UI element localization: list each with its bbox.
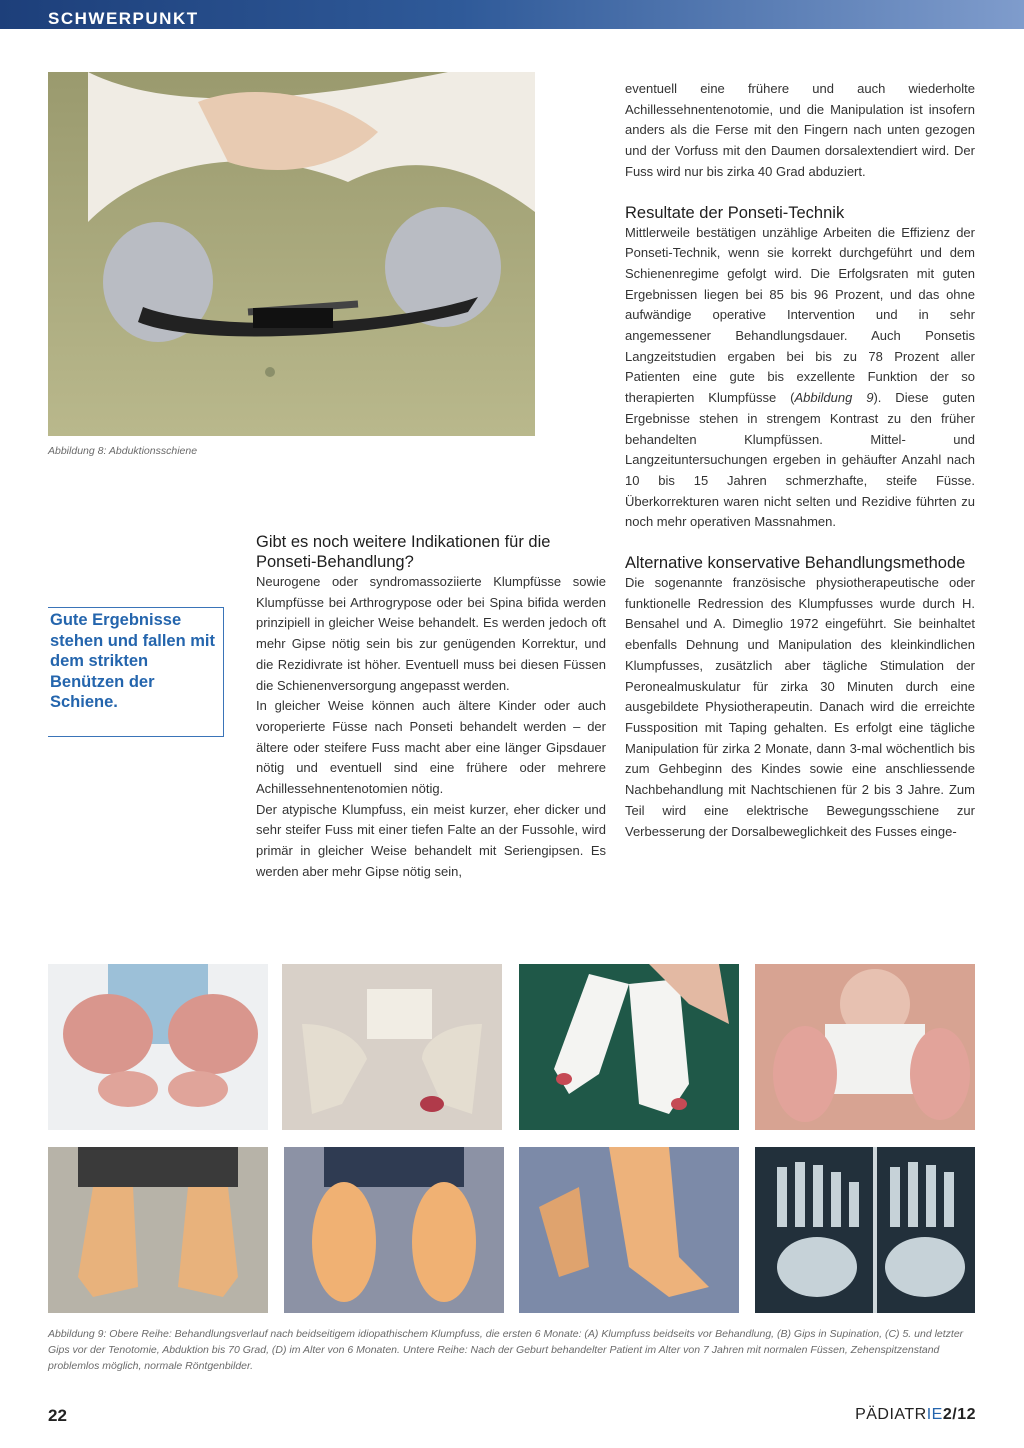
figure-9-photo-a <box>48 964 268 1130</box>
paragraph-alternative: Die sogenannte französische physiotherapeutische oder funktionelle Redression des Klumpfusses wurde durch H. Bensahel und A. Dimeglio 1972 eingeführt. Sie beinhaltet ebenfalls Dehnung und Manipulation des kleinkindlichen Klumpfusses, zusätzlich aber tägliche Stimulation der Peronealmuskulatur für zirka 30 Minuten durch eine ausgebildete Physiotherapeutin. Danach wird die erreichte Fussposition mit Taping gehalten. Es erfolgt eine tägliche Manipulation für zirka 2 Monate, dann 3-mal wöchentlich bis zum Gehbeginn des Kindes sowie eine anschliessende Nachbehandlung mit Nachtschienen für 2 bis 3 Jahre. Zum Teil wird eine elektrische Bewegungsschiene zur Verbesserung der Dorsalbeweglichkeit des Fusses einge- <box>625 575 975 839</box>
paragraph: Neurogene oder syndromassoziierte Klumpfüsse sowie Klumpfüsse bei Arthrogrypose oder bei Spina bifida werden prinzipiell in gleicher Weise behandelt. Es werden jedoch oft mehr Gipse nötig sein bis zur genügenden Korrektur, und die Rezidivrate ist höher. Eventuell muss bei diesen Füssen die Schienenversorgung angepasst werden. <box>256 574 606 693</box>
figure-9-photo-e <box>48 1147 268 1313</box>
figure-9-photo-f <box>284 1147 504 1313</box>
magazine-footer <box>855 1406 976 1424</box>
paragraph-continued: eventuell eine frühere und auch wiederholte Achillessehnentenotomie, und die Manipulation ist insofern anders als die Ferse mit den Fingern nach unten gezogen und der Vorfuss mit den Daumen dorsalextendiert wird. Der Fuss wird nur bis zirka 40 Grad abduziert. <box>625 81 975 179</box>
figure-8-caption: Abbildung 8: Abduktionsschiene <box>48 445 198 457</box>
figure-9-photo-h <box>755 1147 975 1313</box>
figure-reference: Abbildung 9 <box>794 390 874 406</box>
pull-quote: Gute Ergebnisse stehen und fallen mit dem strikten Benützen der Schiene. <box>48 607 224 737</box>
section-label: SCHWERPUNKT <box>48 9 199 28</box>
section-heading-alternative: Alternative konservative Behandlungsmethode <box>625 554 966 573</box>
figure-9-caption: Abbildung 9: Obere Reihe: Behandlungsverlauf nach beidseitigem idiopathischem Klumpfuss, die ersten 6 Monate: (A) Klumpfuss beidseits vor Behandlung, (B) Gips in Supination, (C) 5. und letzter Gips vor der Tenotomie, Abduktion bis 70 Grad, (D) im Alter von 6 Monaten. Untere Reihe: Nach der Geburt behandelter Patient im Alter von 7 Jahren mit normalen Füssen, Zehenspitzenstand problemlos möglich, normale Röntgenbilder. <box>48 1328 964 1372</box>
paragraph: In gleicher Weise können auch ältere Kinder oder auch voroperierte Füsse nach Ponseti behandelt werden – der ältere oder steifere Fuss macht aber eine länger Gipsdauer nötig und eventuell sind eine frühere oder mehrere Achillessehnentenotomien nötig. <box>256 698 606 797</box>
section-heading-results: Resultate der Ponseti-Technik <box>625 203 845 222</box>
right-column <box>625 79 975 842</box>
section-header-bar <box>0 0 1024 29</box>
figure-9-photo-c <box>519 964 739 1130</box>
magazine-title: PÄDIATR <box>855 1406 927 1423</box>
paragraph-results <box>625 223 975 534</box>
section-heading-indications: Gibt es noch weitere Indikationen für die Ponseti-Behandlung? <box>256 533 551 571</box>
paragraph-text: ). Diese guten Ergebnisse stehen in strengem Kontrast zu den früher behandelten Klumpfüssen. Mittel- und Langzeituntersuchungen ergeben in gehäufter Anzahl nach 10 bis 15 Jahren schmerzhafte, steife Füsse. Überkorrekturen waren nicht selten und Rezidive führten zu noch mehr operativen Massnahmen. <box>625 390 975 530</box>
page-number: 22 <box>48 1406 67 1425</box>
figure-9-photo-b <box>282 964 502 1130</box>
paragraph: Der atypische Klumpfuss, ein meist kurzer, eher dicker und sehr steifer Fuss mit einer tiefen Falte an der Fussohle, wird primär in gleicher Weise behandelt mit Seriengipsen. Es werden aber mehr Gipse nötig sein, <box>256 801 606 879</box>
middle-column <box>256 532 606 883</box>
figure-9-photo-d <box>755 964 975 1130</box>
figure-8-photo <box>48 72 535 436</box>
issue-number: 2/12 <box>942 1406 976 1423</box>
magazine-title-accent: IE <box>926 1406 943 1423</box>
paragraph-text: Mittlerweile bestätigen unzählige Arbeiten die Effizienz der Ponseti-Technik, wenn sie korrekt durchgeführt und dem Schienenregime gefolgt wird. Die Erfolgsraten mit guten Ergebnissen liegen bei 85 bis 96 Prozent, und das ohne aufwändige operative Intervention und in sehr angemessener Behandlungsdauer. Auch Ponsetis Langzeitstudien ergaben bei bis zu 78 Prozent aller Patienten eine gute bis exzellente Funktion der so therapierten Klumpfüsse ( <box>625 224 975 406</box>
figure-9-photo-g <box>519 1147 739 1313</box>
